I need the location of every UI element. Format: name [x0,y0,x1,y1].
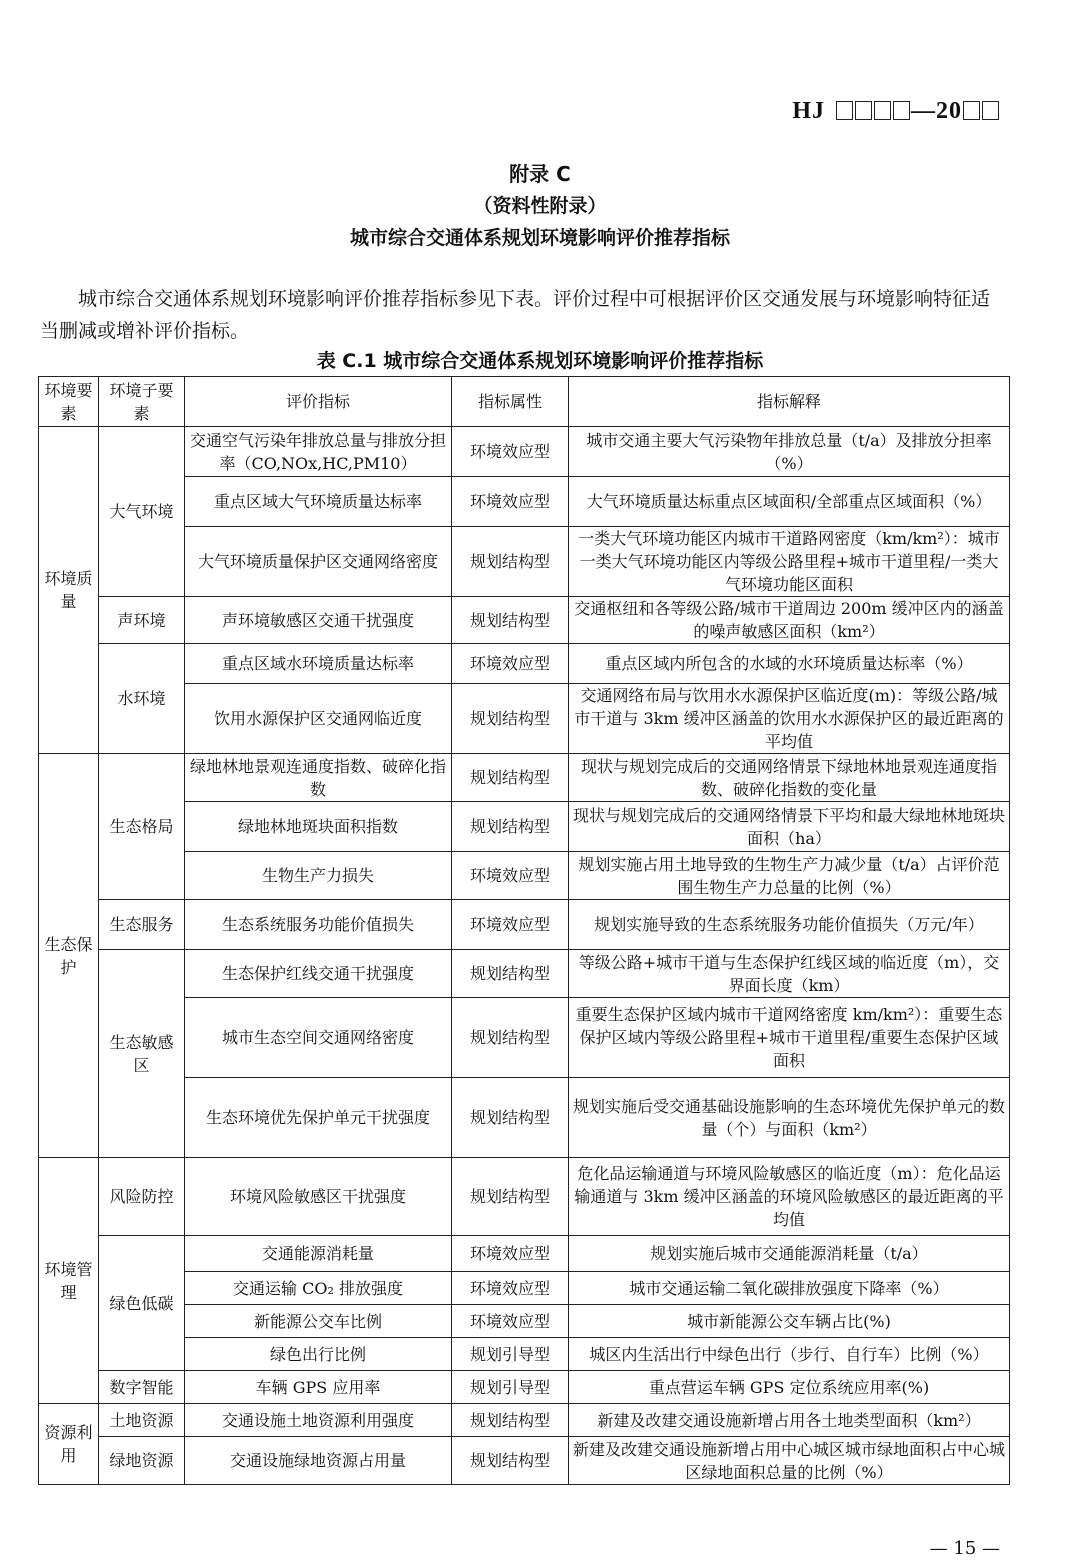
indicator-cell: 生态系统服务功能价值损失 [185,900,452,950]
indicator-cell: 交通设施绿地资源占用量 [185,1437,452,1485]
table-row [39,1338,1010,1371]
sub-element-cell: 生态格局 [99,754,185,900]
explanation-cell: 交通网络布局与饮用水水源保护区临近度(m)：等级公路/城市干道与 3km 缓冲区涵盖的饮用水水源保护区的最近距离的平均值 [569,684,1010,754]
table-row [39,998,1010,1078]
table-row [39,900,1010,950]
sub-element-cell: 数字智能 [99,1371,185,1404]
element-cell: 环境管理 [39,1158,99,1404]
element-cell: 生态保护 [39,754,99,1158]
explanation-cell: 等级公路+城市干道与生态保护红线区域的临近度（m），交界面长度（km） [569,950,1010,998]
indicator-cell: 环境风险敏感区干扰强度 [185,1158,452,1236]
indicator-cell: 生态环境优先保护单元干扰强度 [185,1078,452,1158]
column-header: 指标属性 [452,377,569,427]
attribute-cell: 环境效应型 [452,900,569,950]
element-cell: 环境质量 [39,427,99,754]
table-row [39,644,1010,684]
table-row [39,477,1010,527]
appendix-heading [0,158,1080,254]
table-row [39,852,1010,900]
indicator-cell: 交通设施土地资源利用强度 [185,1404,452,1437]
table-row [39,597,1010,644]
explanation-cell: 新建及改建交通设施新增占用中心城区城市绿地面积占中心城区绿地面积总量的比例（%） [569,1437,1010,1485]
indicator-cell: 绿色出行比例 [185,1338,452,1371]
indicator-table [38,376,1010,1485]
sub-element-cell: 土地资源 [99,1404,185,1437]
indicator-cell: 大气环境质量保护区交通网络密度 [185,527,452,597]
explanation-cell: 重点区域内所包含的水域的水环境质量达标率（%） [569,644,1010,684]
indicator-cell: 绿地林地景观连通度指数、破碎化指数 [185,754,452,802]
explanation-cell: 城市新能源公交车辆占比(%) [569,1305,1010,1338]
code-prefix: HJ [792,98,825,124]
column-header: 指标解释 [569,377,1010,427]
table-row [39,1404,1010,1437]
table-header-row [39,377,1010,427]
table-row [39,684,1010,754]
indicator-cell: 城市生态空间交通网络密度 [185,998,452,1078]
attribute-cell: 环境效应型 [452,1272,569,1305]
explanation-cell: 城区内生活出行中绿色出行（步行、自行车）比例（%） [569,1338,1010,1371]
explanation-cell: 交通枢纽和各等级公路/城市干道周边 200m 缓冲区内的涵盖的噪声敏感区面积（km²） [569,597,1010,644]
attribute-cell: 环境效应型 [452,644,569,684]
explanation-cell: 危化品运输通道与环境风险敏感区的临近度（m）：危化品运输通道与 3km 缓冲区涵盖的环境风险敏感区的最近距离的平均值 [569,1158,1010,1236]
indicator-cell: 新能源公交车比例 [185,1305,452,1338]
appendix-title: 城市综合交通体系规划环境影响评价推荐指标 [349,227,730,249]
explanation-cell: 规划实施后城市交通能源消耗量（t/a） [569,1236,1010,1272]
explanation-cell: 现状与规划完成后的交通网络情景下绿地林地景观连通度指数、破碎化指数的变化量 [569,754,1010,802]
indicator-cell: 交通运输 CO₂ 排放强度 [185,1272,452,1305]
sub-element-cell: 绿色低碳 [99,1236,185,1371]
attribute-cell: 规划结构型 [452,998,569,1078]
attribute-cell: 规划结构型 [452,527,569,597]
column-header: 环境要素 [39,377,99,427]
attribute-cell: 环境效应型 [452,427,569,477]
table-row [39,427,1010,477]
attribute-cell: 环境效应型 [452,1305,569,1338]
column-header: 环境子要素 [99,377,185,427]
attribute-cell: 规划结构型 [452,950,569,998]
table-row [39,1078,1010,1158]
explanation-cell: 一类大气环境功能区内城市干道路网密度（km/km²）：城市一类大气环境功能区内等级公路里程+城市干道里程/一类大气环境功能区面积 [569,527,1010,597]
table-row [39,754,1010,802]
indicator-cell: 绿地林地斑块面积指数 [185,802,452,852]
indicator-cell: 交通能源消耗量 [185,1236,452,1272]
explanation-cell: 重要生态保护区域内城市干道网络密度 km/km²）：重要生态保护区域内等级公路里程+城市干道里程/重要生态保护区域面积 [569,998,1010,1078]
attribute-cell: 规划结构型 [452,1404,569,1437]
element-cell: 资源利用 [39,1404,99,1485]
document-code [792,98,1000,125]
table-row [39,527,1010,597]
table-row [39,1437,1010,1485]
attribute-cell: 规划结构型 [452,1158,569,1236]
attribute-cell: 环境效应型 [452,1236,569,1272]
appendix-type: （资料性附录） [473,195,607,217]
table-row [39,950,1010,998]
code-year: —20 [911,98,962,124]
table-row [39,1236,1010,1272]
sub-element-cell: 大气环境 [99,427,185,597]
sub-element-cell: 水环境 [99,644,185,754]
attribute-cell: 规划结构型 [452,684,569,754]
table-row [39,1158,1010,1236]
attribute-cell: 规划引导型 [452,1371,569,1404]
table-row [39,1305,1010,1338]
attribute-cell: 规划结构型 [452,1437,569,1485]
attribute-cell: 环境效应型 [452,477,569,527]
attribute-cell: 环境效应型 [452,852,569,900]
sub-element-cell: 生态服务 [99,900,185,950]
explanation-cell: 规划实施后受交通基础设施影响的生态环境优先保护单元的数量（个）与面积（km²） [569,1078,1010,1158]
sub-element-cell: 生态敏感区 [99,950,185,1158]
indicator-cell: 饮用水源保护区交通网临近度 [185,684,452,754]
indicator-cell: 车辆 GPS 应用率 [185,1371,452,1404]
indicator-cell: 交通空气污染年排放总量与排放分担率（CO,NOx,HC,PM10） [185,427,452,477]
explanation-cell: 大气环境质量达标重点区域面积/全部重点区域面积（%） [569,477,1010,527]
table-row [39,1371,1010,1404]
explanation-cell: 重点营运车辆 GPS 定位系统应用率(%) [569,1371,1010,1404]
explanation-cell: 规划实施导致的生态系统服务功能价值损失（万元/年） [569,900,1010,950]
appendix-label: 附录 C [509,162,571,186]
explanation-cell: 规划实施占用土地导致的生物生产力减少量（t/a）占评价范围生物生产力总量的比例（%） [569,852,1010,900]
explanation-cell: 城市交通运输二氧化碳排放强度下降率（%） [569,1272,1010,1305]
attribute-cell: 规划结构型 [452,1078,569,1158]
attribute-cell: 规划结构型 [452,597,569,644]
intro-paragraph: 城市综合交通体系规划环境影响评价推荐指标参见下表。评价过程中可根据评价区交通发展与环境影响特征适当删减或增补评价指标。 [40,288,991,342]
table-row [39,1272,1010,1305]
attribute-cell: 规划引导型 [452,1338,569,1371]
page-number: — 15 — [929,1538,1000,1559]
sub-element-cell: 风险防控 [99,1158,185,1236]
attribute-cell: 规划结构型 [452,754,569,802]
indicator-cell: 重点区域大气环境质量达标率 [185,477,452,527]
explanation-cell: 现状与规划完成后的交通网络情景下平均和最大绿地林地斑块面积（ha） [569,802,1010,852]
sub-element-cell: 绿地资源 [99,1437,185,1485]
explanation-cell: 城市交通主要大气污染物年排放总量（t/a）及排放分担率（%） [569,427,1010,477]
table-row [39,802,1010,852]
sub-element-cell: 声环境 [99,597,185,644]
attribute-cell: 规划结构型 [452,802,569,852]
explanation-cell: 新建及改建交通设施新增占用各土地类型面积（km²） [569,1404,1010,1437]
column-header: 评价指标 [185,377,452,427]
indicator-cell: 生态保护红线交通干扰强度 [185,950,452,998]
indicator-cell: 声环境敏感区交通干扰强度 [185,597,452,644]
indicator-cell: 重点区域水环境质量达标率 [185,644,452,684]
table-caption: 表 C.1 城市综合交通体系规划环境影响评价推荐指标 [316,350,764,372]
indicator-cell: 生物生产力损失 [185,852,452,900]
